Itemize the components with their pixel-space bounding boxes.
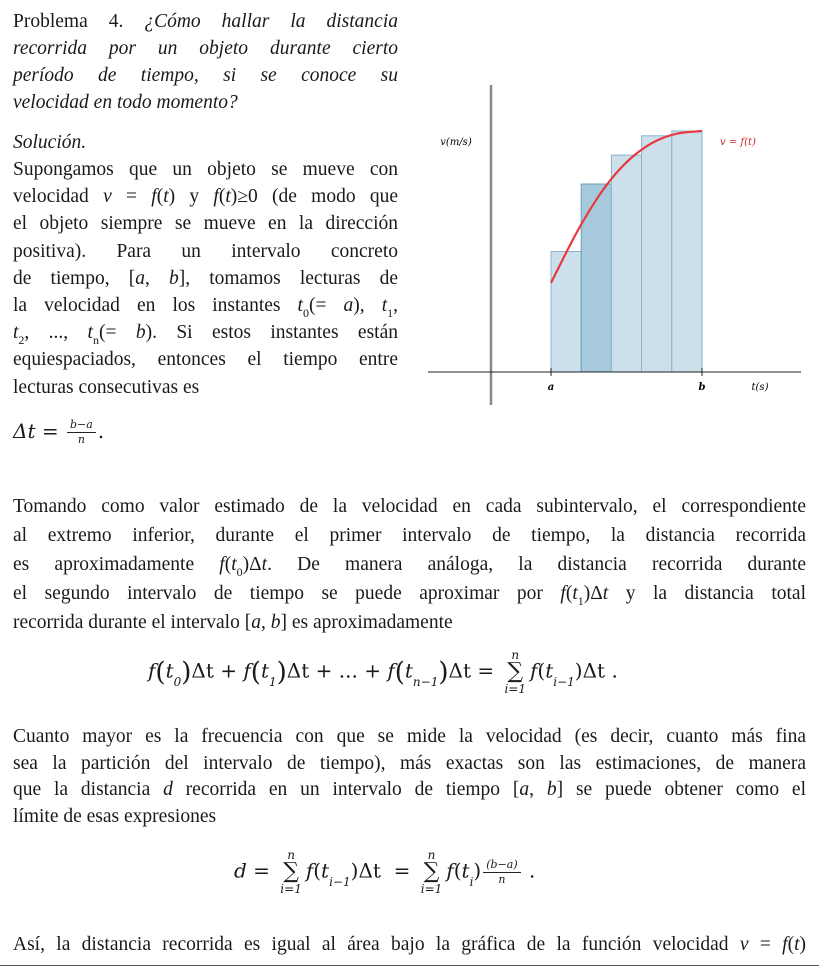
math-text: = (393, 858, 411, 883)
math-text: f (446, 858, 454, 883)
subscript: 1 (268, 674, 277, 689)
subscript: 0 (236, 565, 243, 579)
x-tick-label: b (698, 382, 706, 393)
text-line (13, 321, 398, 348)
text-line (13, 778, 806, 802)
text-run: a (135, 267, 145, 289)
subscript: 0 (173, 674, 182, 689)
curve-label: v = f(t) (720, 137, 756, 148)
math-text: Δt (13, 419, 36, 443)
math-text: d (234, 858, 247, 883)
math-text: Δt (286, 658, 310, 683)
text-run: = (111, 186, 152, 208)
subscript: n (92, 333, 99, 348)
velocity-chart (420, 82, 810, 412)
text-run: , (529, 779, 547, 800)
text-run: el segundo intervalo de tiempo se puede aproximar por (13, 583, 561, 604)
math-text: f (148, 658, 156, 683)
text-run: de tiempo, [ (13, 267, 136, 289)
fraction (483, 858, 520, 887)
math-text: Δt (358, 858, 381, 883)
text-run: f (213, 186, 219, 208)
text-run: a (251, 612, 261, 633)
text-run: recorrida durante el intervalo [ (13, 612, 252, 633)
sigma: ∑ (423, 859, 440, 884)
text-run: lecturas consecutivas es (13, 376, 200, 398)
sum-lower: i=1 (280, 882, 302, 896)
text-run: f (782, 934, 788, 955)
text-line (13, 348, 398, 372)
math-text: = (477, 658, 495, 683)
subscript: 1 (387, 306, 394, 320)
text-line (13, 582, 806, 606)
text-run: ). Si estos instantes están (145, 322, 398, 344)
text-run: al extremo inferior, durante el primer intervalo de tiempo, la distancia recorrida (13, 525, 806, 546)
math-text: t (260, 658, 269, 683)
text-run: . De manera análoga, la distancia recorrida durante (267, 554, 806, 575)
text-run: , (393, 295, 398, 316)
text-run: f (219, 554, 225, 575)
subscript: n−1 (412, 674, 439, 689)
summation (421, 848, 443, 896)
text-run: recorrida por un objeto durante cierto (13, 38, 398, 59)
text-run: t (381, 295, 388, 316)
text-line (13, 158, 398, 182)
text-run: t (13, 322, 19, 344)
text-run: que la distancia (13, 779, 164, 800)
text-run: , ..., (24, 322, 88, 344)
text-run: f (560, 583, 566, 604)
bar (642, 136, 672, 372)
text-run: equiespaciados, entonces el tiempo entre (13, 349, 398, 371)
text-run: ¿Cómo hallar la distancia (144, 11, 398, 32)
text-run: es aproximadamente (13, 554, 220, 575)
text-run: ] se puede obtener como el (556, 779, 806, 800)
text-line (13, 805, 806, 829)
math-text: t (321, 858, 330, 883)
math-text: Δt (582, 658, 606, 683)
text-run: t (231, 554, 237, 575)
sum-upper: n (427, 848, 436, 862)
math-text: . (97, 419, 105, 443)
sum-lower: i=1 (504, 682, 526, 696)
text-run: Problema 4. (13, 11, 145, 32)
fraction (67, 418, 96, 447)
text-line (13, 553, 806, 577)
text-run: )Δ (583, 583, 603, 604)
sum-upper: n (287, 848, 295, 862)
sum-upper: n (511, 648, 520, 662)
text-run: ( (156, 186, 164, 208)
text-run: , (144, 267, 169, 289)
subscript: 2 (18, 333, 25, 348)
sigma: ∑ (507, 659, 524, 684)
text-run: ), (353, 295, 382, 316)
bottom-rule (0, 965, 819, 966)
math-text: f (530, 658, 538, 683)
text-line (13, 611, 806, 635)
text-run: Así, la distancia recorrida es igual al área bajo la gráfica de la función velocidad (13, 934, 740, 955)
math-text: t (165, 658, 174, 683)
text-run: b (168, 267, 179, 289)
text-run: t (794, 934, 800, 955)
text-run: v (739, 934, 749, 955)
text-line (13, 91, 398, 115)
text-run: f (151, 186, 157, 208)
math-text: f (387, 658, 395, 683)
text-line (13, 212, 398, 236)
text-line (13, 240, 398, 264)
text-run: Supongamos que un objeto se mueve con (13, 159, 398, 180)
text-run: d (163, 779, 173, 800)
text-run: el objeto siempre se mueve en la dirección (13, 213, 398, 235)
text-line (13, 294, 398, 318)
text-run: límite de esas expresiones (13, 805, 217, 827)
text-line (13, 495, 806, 519)
text-run: ], tomamos lecturas de (178, 267, 399, 289)
text-run: t (163, 186, 169, 208)
text-line (13, 752, 806, 776)
text-run: t (261, 554, 268, 575)
math-text: = (41, 419, 59, 443)
bar (581, 184, 611, 372)
text-run: t (225, 186, 231, 208)
text-run: ( (224, 554, 232, 575)
sum-lower: i=1 (420, 882, 443, 896)
text-run: a (519, 779, 530, 800)
math-text: t (404, 658, 413, 683)
math-text: t (461, 858, 470, 883)
math-text: . (528, 858, 536, 883)
text-run: velocidad (13, 186, 104, 208)
text-run: y la distancia total (608, 583, 806, 604)
x-axis-label: t(s) (751, 382, 769, 393)
text-run: t (602, 583, 609, 604)
text-line (13, 267, 398, 291)
riemann-sum-formula: $f(t_0)\Delta t + f(t_1)\Delta t$ + ... + $f(t_{n-1})\Delta t$ = n ∑ i=1 $f(t_{i-1})\Delta t$ . (148, 648, 618, 696)
denominator: n (498, 872, 506, 886)
text-run: ) (799, 934, 806, 955)
text-line (13, 185, 398, 209)
solution-label: Solución. (13, 132, 87, 153)
text-run: Tomando como valor estimado de la velocidad en cada subintervalo, el correspondiente (13, 496, 806, 517)
subscript: i−1 (329, 874, 351, 889)
text-run: = (748, 934, 783, 955)
text-line (13, 376, 398, 400)
text-run: ( (565, 583, 573, 604)
text-line (13, 524, 806, 548)
text-run: b (135, 322, 146, 344)
text-run: positiva). Para un intervalo concreto (13, 240, 398, 262)
numerator: b−a (67, 418, 96, 433)
text-run: a (343, 295, 354, 316)
numerator: (b−a) (483, 858, 520, 873)
text-run: ( (218, 186, 226, 208)
math-text: t (545, 658, 554, 683)
text-run: (= (308, 295, 344, 316)
bar (672, 131, 702, 372)
text-run: )Δ (242, 554, 262, 575)
math-text: + (315, 658, 333, 683)
math-text: + (364, 658, 381, 683)
text-run: t (297, 295, 303, 316)
text-run: ( (787, 934, 795, 955)
subscript: i (469, 874, 474, 889)
text-line (13, 933, 806, 957)
math-text: ... (338, 658, 358, 683)
subscript: 0 (302, 306, 309, 320)
text-run: velocidad en todo momento? (13, 92, 238, 113)
distance-formula: d = n ∑ i=1 $f(t_{i-1})\Delta t$ = n ∑ i=1 $f(t_i)$ $\frac{(b-a)}{n}$ . (234, 848, 536, 896)
subscript: 1 (577, 594, 584, 608)
text-line (13, 37, 398, 61)
text-run: (= (98, 322, 136, 344)
text-run: t (87, 322, 93, 344)
text-run: )≥0 (de modo que (230, 186, 398, 208)
text-run: Cuanto mayor es la frecuencia con que se mide la velocidad (es decir, cuanto más fina (13, 726, 806, 747)
math-text: Δt (448, 658, 471, 683)
summation (504, 648, 526, 696)
summation (280, 848, 302, 896)
sigma: ∑ (283, 859, 299, 884)
text-run: la velocidad en los instantes (13, 295, 298, 316)
text-run: ] es aproximadamente (280, 612, 453, 633)
text-run: sea la partición del intervalo de tiempo), más exactas son las estimaciones, de manera (13, 752, 806, 774)
text-run: , (260, 612, 271, 633)
x-tick-label: a (547, 382, 555, 393)
denominator: n (77, 433, 85, 446)
bar (611, 155, 641, 372)
text-run: v (103, 186, 112, 208)
delta-t-formula (13, 418, 104, 447)
y-axis-label: v(m/s) (440, 137, 472, 148)
text-run: t (572, 583, 578, 604)
bar (551, 252, 581, 373)
math-text: = (253, 858, 270, 883)
math-text: f (243, 658, 251, 683)
text-run: recorrida en un intervalo de tiempo [ (172, 779, 520, 800)
subscript: i−1 (553, 674, 575, 689)
text-run: ) y (168, 186, 214, 208)
math-text: + (220, 658, 238, 683)
text-run: b (546, 779, 557, 800)
text-line (13, 725, 806, 749)
math-text: Δt (191, 658, 214, 683)
text-run: b (270, 612, 281, 633)
text-line (13, 10, 398, 34)
math-text: f (305, 858, 314, 883)
math-text: . (611, 658, 618, 683)
text-line (13, 64, 398, 88)
text-run: período de tiempo, si se conoce su (13, 65, 398, 86)
